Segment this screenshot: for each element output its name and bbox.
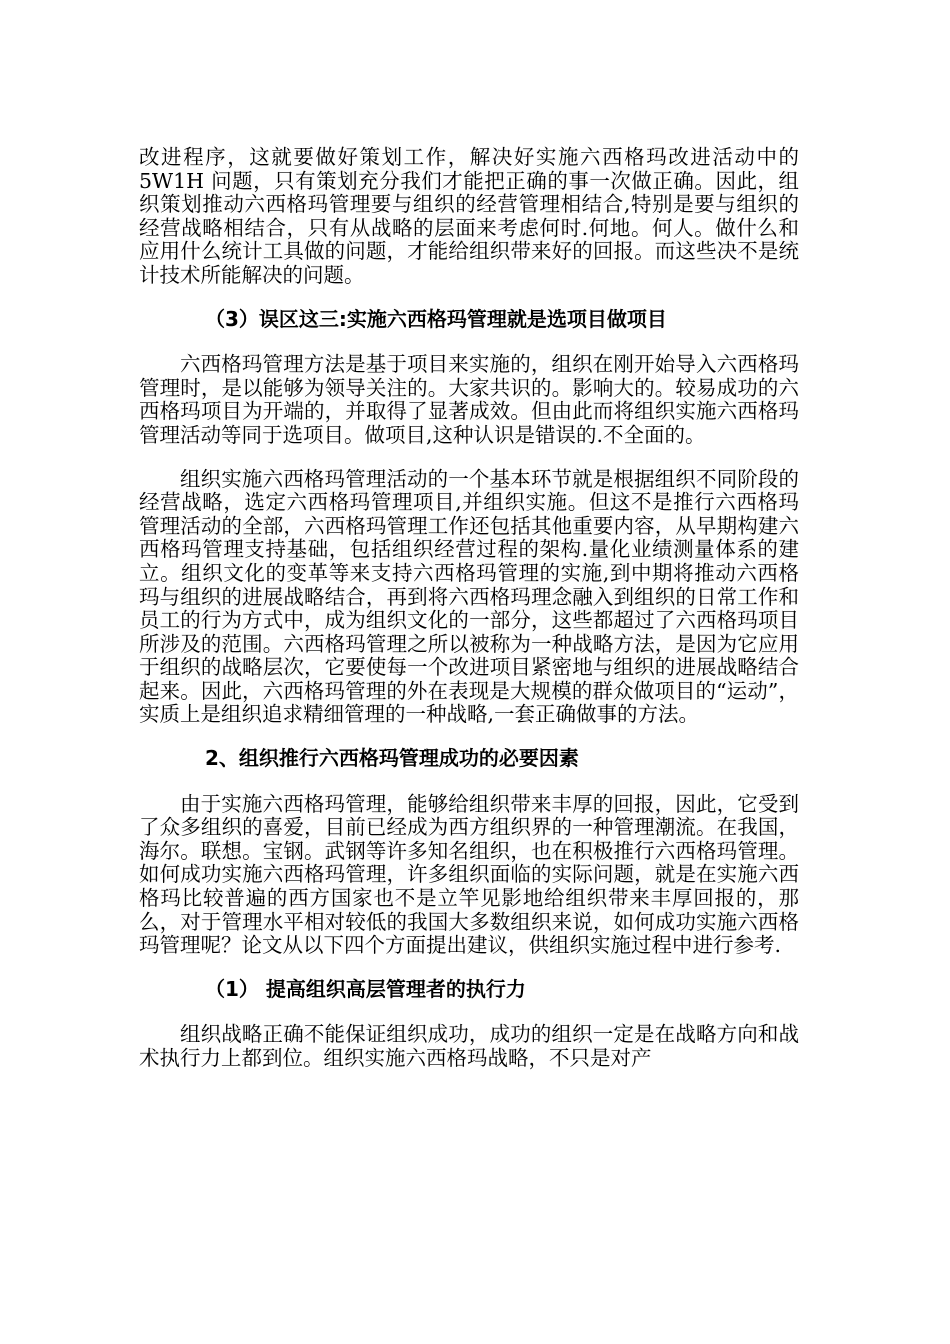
paragraph-returns: 由于实施六西格玛管理，能够给组织带来丰厚的回报，因此，它受到了众多组织的喜爱，目前已经成为西方组织界的一种管理潮流。在我国，海尔。联想。宝钢。武钢等许多知名组织，也在积极推行六西格玛管理。如何成功实施六西格玛管理，许多组织面临的实际问题，就是在实施六西格玛比较普遍的西方国家也不是立竿见影地给组织带来丰厚回报的，那么，对于管理水平相对较低的我国大多数组织来说，如何成功实施六西格玛管理呢？论文从以下四个方面提出建议，供组织实施过程中进行参考. [139,791,799,958]
document-page [139,146,799,1091]
heading-executive-execution: （1） 提高组织高层管理者的执行力 [205,976,526,1001]
heading-success-factors: 2、组织推行六西格玛管理成功的必要因素 [205,746,579,771]
heading-misconception-three: （3）误区这三:实施六西格玛管理就是选项目做项目 [205,306,667,331]
paragraph-planning: 改进程序，这就要做好策划工作，解决好实施六西格玛改进活动中的 5W1H 问题，只有策划充分我们才能把正确的事一次做正确。因此，组织策划推动六西格玛管理要与组织的经营管理相结合,特别是要与组织的经营战略相结合，只有从战略的层面来考虑何时.何地。何人。做什么和应用什么统计工具做的问题，才能给组织带来好的回报。而这些决不是统计技术所能解决的问题。 [139,145,799,287]
paragraph-execution: 组织战略正确不能保证组织成功，成功的组织一定是在战略方向和战术执行力上都到位。组织实施六西格玛战略，不只是对产 [139,1022,799,1070]
paragraph-project-based: 六西格玛管理方法是基于项目来实施的，组织在刚开始导入六西格玛管理时，是以能够为领导关注的。大家共识的。影响大的。较易成功的六西格玛项目为开端的，并取得了显著成效。但由此而将组织实施六西格玛管理活动等同于选项目。做项目,这种认识是错误的.不全面的。 [139,352,799,447]
paragraph-strategy: 组织实施六西格玛管理活动的一个基本环节就是根据组织不同阶段的经营战略，选定六西格玛管理项目,并组织实施。但这不是推行六西格玛管理活动的全部，六西格玛管理工作还包括其他重要内容，从早期构建六西格玛管理支持基础，包括组织经营过程的架构.量化业绩测量体系的建立。组织文化的变革等来支持六西格玛管理的实施,到中期将推动六西格玛与组织的进展战略结合，再到将六西格玛理念融入到组织的日常工作和员工的行为方式中，成为组织文化的一部分，这些都超过了六西格玛项目所涉及的范围。六西格玛管理之所以被称为一种战略方法，是因为它应用于组织的战略层次，它要使每一个改进项目紧密地与组织的进展战略结合起来。因此，六西格玛管理的外在表现是大规模的群众做项目的“运动”，实质上是组织追求精细管理的一种战略,一套正确做事的方法。 [139,466,799,727]
